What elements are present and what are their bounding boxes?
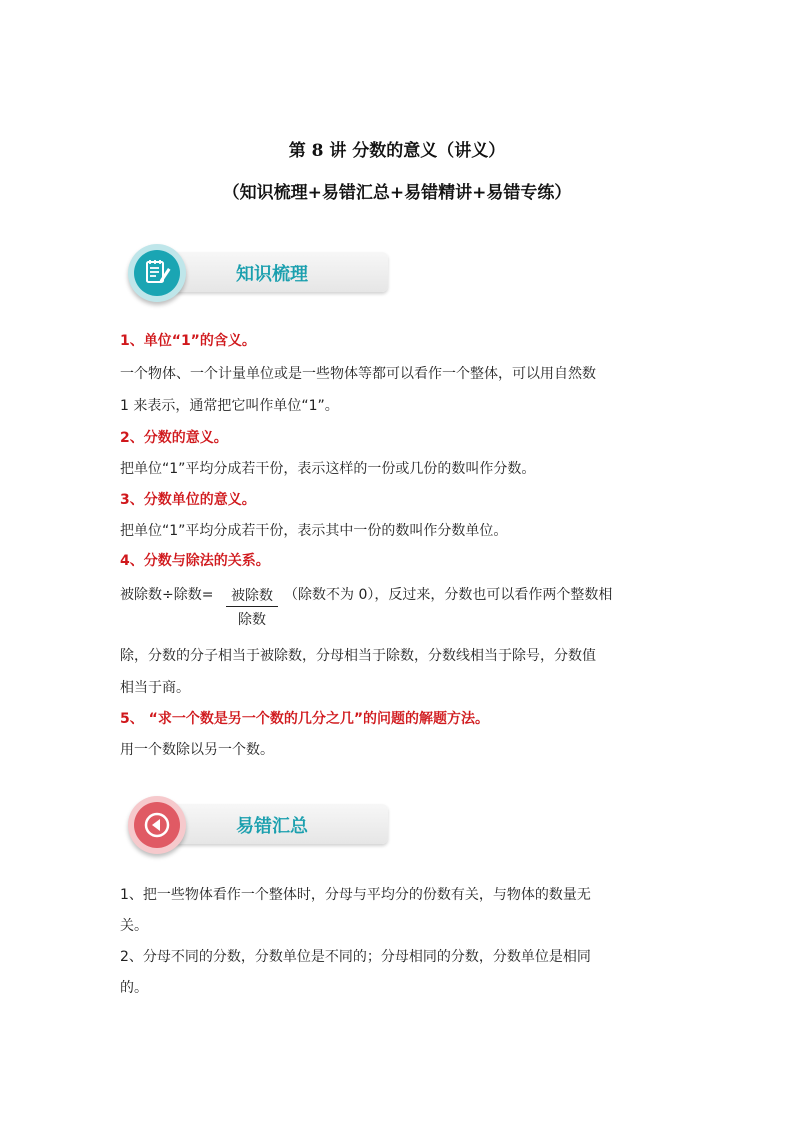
knowledge-text: （除数不为 0），反过来，分数也可以看作两个整数相 xyxy=(284,587,613,603)
notepad-pencil-icon xyxy=(134,250,180,296)
left-arrow-circle-icon xyxy=(134,802,180,848)
knowledge-text: 把单位“1”平均分成若干份，表示其中一份的数叫作分数单位。 xyxy=(120,523,508,539)
fraction-numerator: 被除数 xyxy=(226,585,278,607)
knowledge-text: 被除数÷除数= xyxy=(120,587,214,603)
banner-label: 知识梳理 xyxy=(236,264,308,285)
page-subtitle: （知识梳理+易错汇总+易错精讲+易错专练） xyxy=(222,183,572,203)
banner-circle xyxy=(128,796,186,854)
page-title: 第 8 讲 分数的意义（讲义） xyxy=(288,141,506,161)
section-banner-errors xyxy=(120,796,390,862)
section-banner-knowledge xyxy=(120,244,390,310)
knowledge-heading-1: 1、单位“1”的含义。 xyxy=(120,333,256,349)
knowledge-heading-5: 5、 “求一个数是另一个数的几分之几”的问题的解题方法。 xyxy=(120,711,490,727)
banner-circle xyxy=(128,244,186,302)
error-text: 1、把一些物体看作一个整体时，分母与平均分的份数有关，与物体的数量无 xyxy=(120,887,591,903)
banner-label: 易错汇总 xyxy=(236,816,308,837)
knowledge-text: 把单位“1”平均分成若干份，表示这样的一份或几份的数叫作分数。 xyxy=(120,461,536,477)
knowledge-text: 用一个数除以另一个数。 xyxy=(120,742,274,758)
knowledge-heading-4: 4、分数与除法的关系。 xyxy=(120,553,270,569)
error-text: 关。 xyxy=(120,918,148,934)
fraction xyxy=(226,585,278,629)
error-text: 的。 xyxy=(120,980,148,996)
knowledge-heading-2: 2、分数的意义。 xyxy=(120,430,228,446)
knowledge-text: 相当于商。 xyxy=(120,680,190,696)
knowledge-text: 一个物体、一个计量单位或是一些物体等都可以看作一个整体，可以用自然数 xyxy=(120,366,596,382)
error-text: 2、分母不同的分数，分数单位是不同的；分母相同的分数，分数单位是相同 xyxy=(120,949,591,965)
knowledge-text: 1 来表示，通常把它叫作单位“1”。 xyxy=(120,398,339,414)
knowledge-text: 除，分数的分子相当于被除数，分母相当于除数，分数线相当于除号，分数值 xyxy=(120,648,596,664)
fraction-denominator: 除数 xyxy=(238,612,266,628)
knowledge-heading-3: 3、分数单位的意义。 xyxy=(120,492,256,508)
